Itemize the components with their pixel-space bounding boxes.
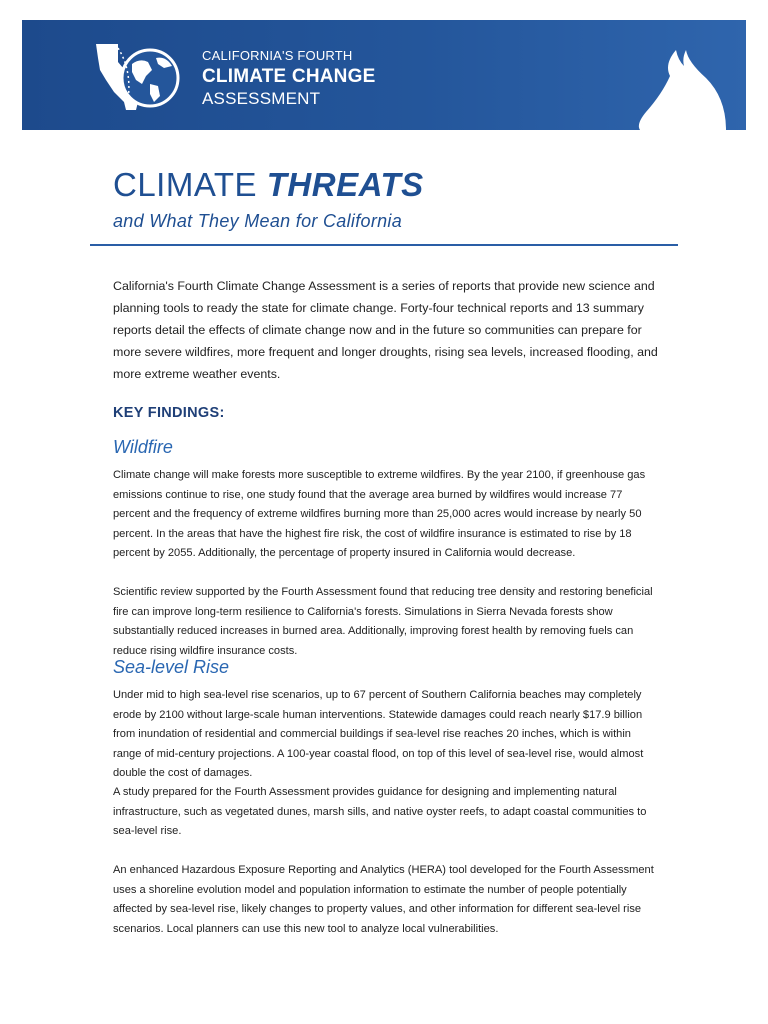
sealevel-paragraph-2: A study prepared for the Fourth Assessment provides guidance for designing and implementing natural infrastructure, such as vegetated dunes, marsh sills, and native oyster reefs, to adapt coastal communities to sea-level rise. <box>113 786 647 837</box>
wildfire-paragraph-1: Climate change will make forests more susceptible to extreme wildfires. By the year 2100, if greenhouse gas emissions continue to rise, one study found that the average area burned by wildfires would increase 77 percent and the frequency of extreme wildfires burning more than 25,000 acres would increase by nearly 50 percent. In the areas that have the highest fire risk, the cost of wildfire insurance is estimated to rise by 18 percent by 2055. Additionally, the percentage of property insured in California would decrease. <box>113 469 646 559</box>
logo-line-2: CLIMATE CHANGE <box>202 66 376 87</box>
header-banner <box>22 20 746 130</box>
wildfire-heading: Wildfire <box>113 437 173 457</box>
logo-line-1: CALIFORNIA'S FOURTH <box>202 48 353 63</box>
sealevel-heading: Sea-level Rise <box>113 657 230 677</box>
title-light: CLIMATE <box>113 166 267 203</box>
page-subtitle: and What They Mean for California <box>113 211 403 231</box>
intro-paragraph: California's Fourth Climate Change Assessment is a series of reports that provide new science and planning tools to ready the state for climate change. Forty-four technical reports and 13 summary reports detail the effects of climate change now and in the future so communities can prepare for more severe wildfires, more frequent and longer droughts, rising sea levels, increased flooding, and more extreme weather events. <box>113 279 658 381</box>
logo-wordmark <box>202 49 375 107</box>
key-findings-heading: KEY FINDINGS: <box>113 405 225 421</box>
california-globe-logo-icon <box>92 40 192 114</box>
page-title <box>113 168 424 201</box>
logo-line-3: ASSESSMENT <box>202 89 321 108</box>
title-divider <box>90 244 678 246</box>
title-bold: THREATS <box>266 166 424 203</box>
sealevel-paragraph-3: An enhanced Hazardous Exposure Reporting and Analytics (HERA) tool developed for the Fourth Assessment uses a shoreline evolution model and population information to estimate the number of people potentially affected by sea-level rise, likely changes to property values, and other information for different sea-level rise scenarios. Local planners can use this new tool to analyze local vulnerabilities. <box>113 864 654 935</box>
wildfire-paragraph-2: Scientific review supported by the Fourth Assessment found that reducing tree density and restoring beneficial fire can improve long-term resilience to California's forests. Simulations in Sierra Nevada forests show substantially reduced increases in burned area. Additionally, improving forest health by removing fuels can reduce rising wildfire insurance costs. <box>113 586 653 657</box>
sealevel-paragraph-1: Under mid to high sea-level rise scenarios, up to 67 percent of Southern California beaches may completely erode by 2100 without large-scale human interventions. Statewide damages could reach nearly $17.9 billion from inundation of residential and commercial buildings if sea-level rise reaches 20 inches, which is within range of mid-century projections. A 100-year coastal flood, on top of this level of sea-level rise, would almost double the cost of damages. <box>113 689 644 779</box>
flame-icon <box>566 20 746 130</box>
